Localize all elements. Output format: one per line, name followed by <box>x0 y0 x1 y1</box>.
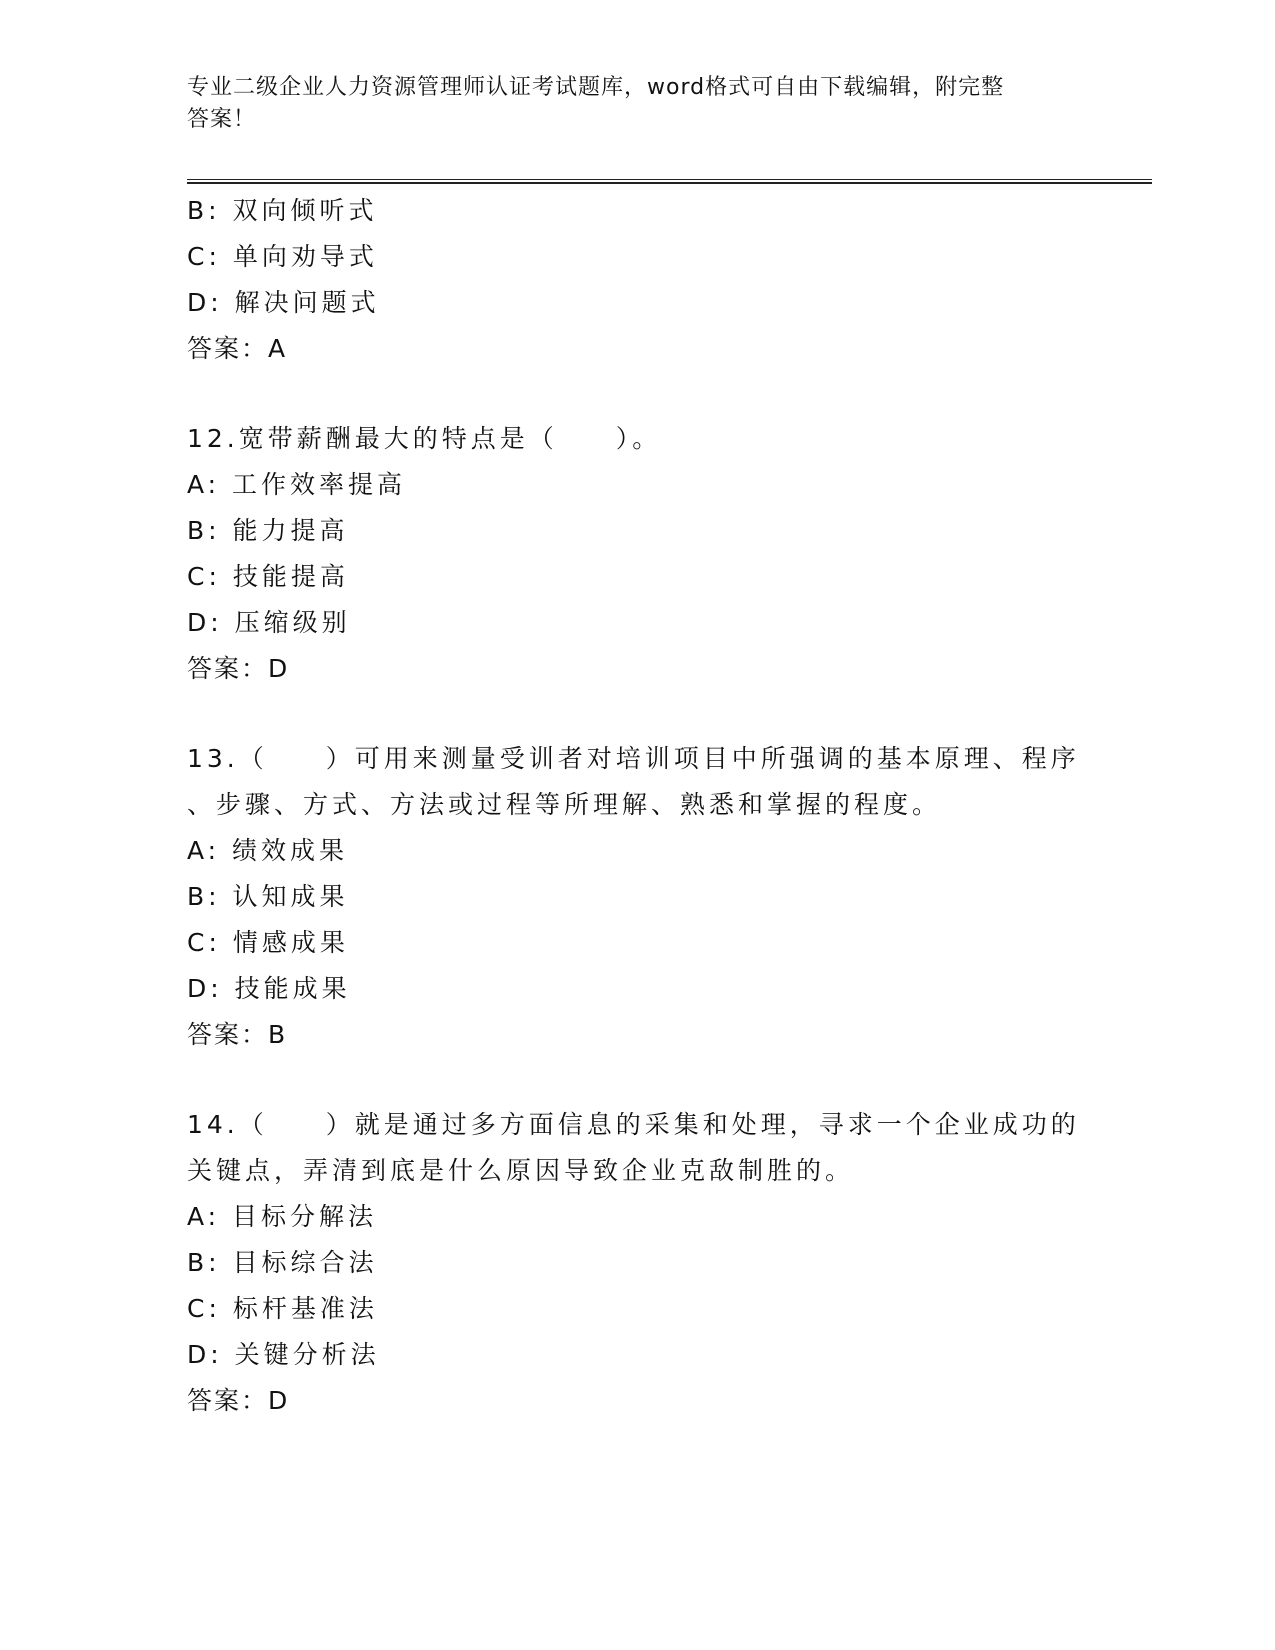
option-text: 技能提高 <box>232 562 349 591</box>
option-b <box>187 874 1087 920</box>
option-letter: D: <box>187 974 223 1003</box>
option-letter: C: <box>187 242 221 271</box>
option-text: 关键分析法 <box>234 1340 380 1369</box>
option-text: 双向倾听式 <box>232 196 378 225</box>
option-letter: D: <box>187 288 223 317</box>
question-content <box>187 188 1087 1424</box>
option-text: 目标分解法 <box>232 1202 378 1231</box>
option-b <box>187 508 1087 554</box>
option-text: 绩效成果 <box>232 836 349 865</box>
option-letter: B: <box>187 196 221 225</box>
option-a <box>187 1194 1087 1240</box>
question-14 <box>187 1102 1087 1424</box>
answer-line: 答案：A <box>187 334 288 363</box>
option-letter: B: <box>187 1248 221 1277</box>
partial-question-11 <box>187 188 1087 372</box>
option-text: 目标综合法 <box>232 1248 378 1277</box>
option-d <box>187 966 1087 1012</box>
option-letter: C: <box>187 1294 221 1323</box>
option-text: 情感成果 <box>232 928 349 957</box>
option-a <box>187 828 1087 874</box>
question-text-line-2: 、步骤、方式、方法或过程等所理解、熟悉和掌握的程度。 <box>187 790 942 819</box>
option-letter: C: <box>187 562 221 591</box>
answer-line: 答案：B <box>187 1020 288 1049</box>
option-letter: A: <box>187 1202 221 1231</box>
document-header <box>187 72 1067 136</box>
option-text: 能力提高 <box>232 516 349 545</box>
option-letter: D: <box>187 1340 223 1369</box>
option-c <box>187 1286 1087 1332</box>
option-d <box>187 600 1087 646</box>
option-a <box>187 462 1087 508</box>
option-text: 单向劝导式 <box>232 242 378 271</box>
question-12 <box>187 416 1087 692</box>
question-text: 12.宽带薪酬最大的特点是（ ）。 <box>187 424 662 453</box>
option-letter: C: <box>187 928 221 957</box>
option-text: 标杆基准法 <box>232 1294 378 1323</box>
question-text-line-1: 14.（ ）就是通过多方面信息的采集和处理，寻求一个企业成功的 <box>187 1110 1080 1139</box>
option-letter: B: <box>187 882 221 911</box>
option-d <box>187 1332 1087 1378</box>
option-letter: B: <box>187 516 221 545</box>
option-text: 工作效率提高 <box>232 470 407 499</box>
option-b <box>187 188 1087 234</box>
option-c <box>187 554 1087 600</box>
option-text: 技能成果 <box>234 974 351 1003</box>
header-line-1: 专业二级企业人力资源管理师认证考试题库，word格式可自由下载编辑，附完整 <box>187 75 1005 100</box>
question-text-line-2: 关键点，弄清到底是什么原因导致企业克敌制胜的。 <box>187 1156 855 1185</box>
option-text: 压缩级别 <box>234 608 351 637</box>
option-text: 解决问题式 <box>234 288 380 317</box>
option-c <box>187 920 1087 966</box>
option-d <box>187 280 1087 326</box>
option-letter: D: <box>187 608 223 637</box>
option-letter: A: <box>187 836 221 865</box>
header-divider <box>187 179 1152 184</box>
question-13 <box>187 736 1087 1058</box>
option-text: 认知成果 <box>232 882 349 911</box>
question-text-line-1: 13.（ ）可用来测量受训者对培训项目中所强调的基本原理、程序 <box>187 744 1080 773</box>
answer-line: 答案：D <box>187 1386 290 1415</box>
option-c <box>187 234 1087 280</box>
option-b <box>187 1240 1087 1286</box>
option-letter: A: <box>187 470 221 499</box>
header-line-2: 答案！ <box>187 107 257 132</box>
answer-line: 答案：D <box>187 654 290 683</box>
